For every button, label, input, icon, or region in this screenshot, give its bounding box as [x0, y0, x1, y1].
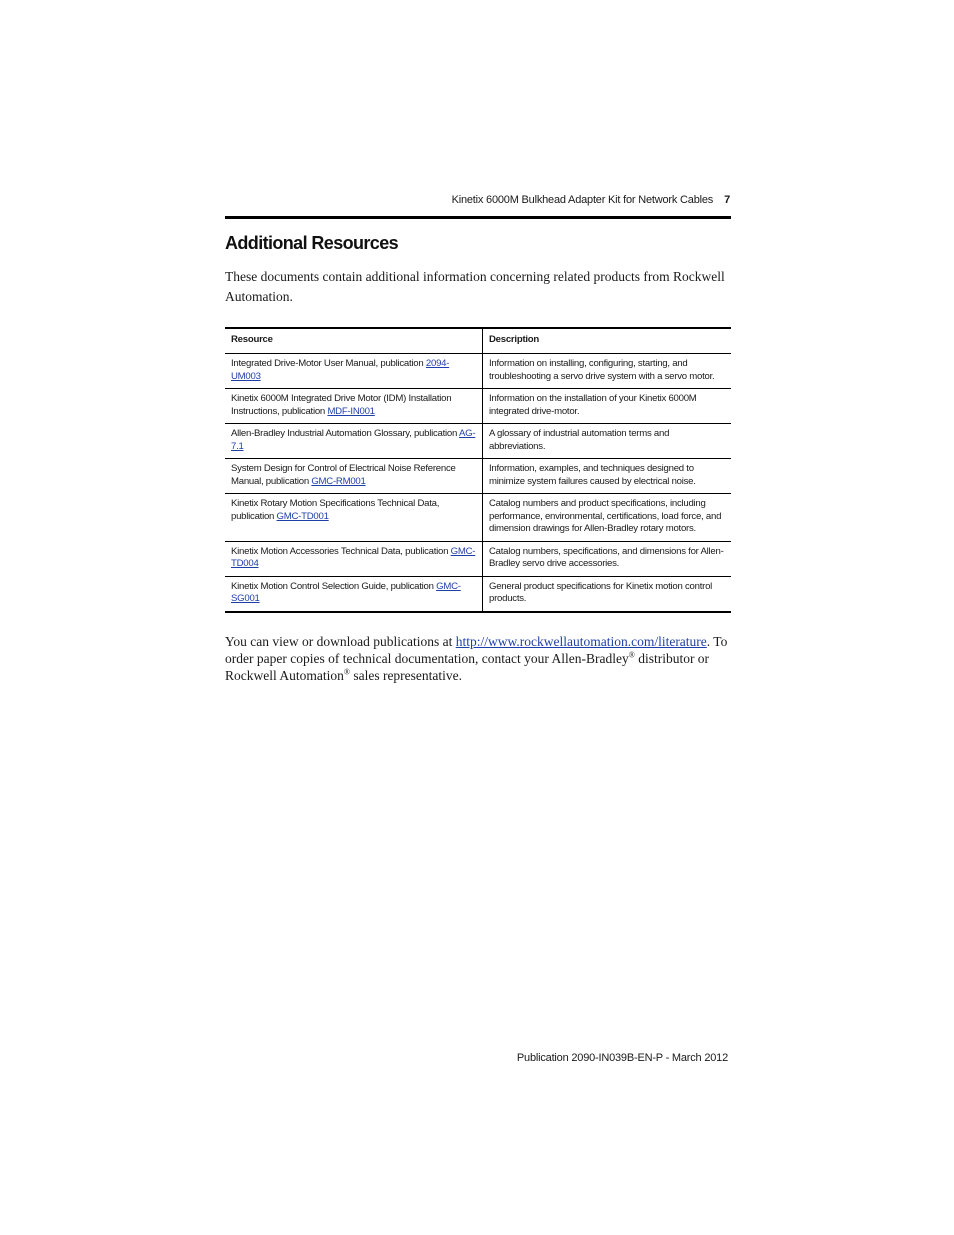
- publication-link[interactable]: GMC-RM001: [311, 475, 366, 487]
- publication-link[interactable]: GMC-TD001: [276, 510, 329, 522]
- description-cell: Information, examples, and techniques designed to minimize system failures caused by electrical noise.: [489, 463, 696, 487]
- closing-paragraph: [225, 633, 735, 684]
- page-number: 7: [724, 194, 730, 206]
- resource-text: Kinetix 6000M Integrated Drive Motor (IDM) Installation Instructions, publication: [231, 393, 452, 417]
- closing-text-1: You can view or download publications at: [225, 634, 456, 649]
- table-row: [225, 494, 731, 542]
- description-cell: Catalog numbers and product specifications, including performance, environmental, certifications, load force, and dimension drawings for Allen-Bradley rotary motors.: [489, 498, 722, 534]
- resource-cell: [225, 459, 483, 494]
- resource-text: Integrated Drive-Motor User Manual, publication: [231, 358, 426, 369]
- resources-table: [225, 327, 731, 613]
- resource-text: Kinetix Rotary Motion Specifications Technical Data, publication: [231, 498, 440, 522]
- header-title: Kinetix 6000M Bulkhead Adapter Kit for Network Cables: [451, 194, 714, 206]
- resource-cell: [225, 424, 483, 459]
- column-header-resource: Resource: [225, 328, 483, 354]
- running-header: [225, 190, 731, 219]
- literature-link[interactable]: http://www.rockwellautomation.com/literature: [455, 634, 707, 649]
- table-header-row: [225, 328, 731, 354]
- table-row: [225, 424, 731, 459]
- table-row: [225, 389, 731, 424]
- table-row: [225, 541, 731, 576]
- description-cell: Catalog numbers, specifications, and dimensions for Allen-Bradley servo drive accessories.: [489, 545, 724, 569]
- intro-paragraph: These documents contain additional information concerning related products from Rockwell Automation.: [225, 269, 725, 304]
- resource-text: Kinetix Motion Accessories Technical Data, publication: [231, 545, 451, 557]
- column-header-description: Description: [489, 334, 540, 345]
- resource-cell: [225, 389, 483, 424]
- publication-footer: Publication 2090-IN039B-EN-P - March 2012: [516, 1052, 728, 1064]
- description-cell: Information on installing, configuring, starting, and troubleshooting a servo drive system with a servo motor.: [489, 358, 715, 382]
- resource-cell: [225, 576, 483, 612]
- resource-cell: [225, 494, 483, 542]
- resource-text: System Design for Control of Electrical Noise Reference Manual, publication: [231, 463, 456, 487]
- table-row: [225, 354, 731, 389]
- publication-link[interactable]: MDF-IN001: [327, 405, 375, 417]
- resource-cell: [225, 541, 483, 576]
- closing-text-4: sales representative.: [349, 668, 463, 683]
- description-cell: Information on the installation of your Kinetix 6000M integrated drive-motor.: [489, 393, 697, 417]
- description-cell: General product specifications for Kinetix motion control products.: [489, 580, 713, 604]
- publication-link[interactable]: 2094-UM003: [231, 358, 450, 382]
- table-row: [225, 459, 731, 494]
- resource-text: Allen-Bradley Industrial Automation Glossary, publication: [231, 428, 459, 439]
- publication-link[interactable]: GMC-SG001: [231, 580, 461, 604]
- closing-text-3: distributor or Rockwell Automation: [225, 651, 710, 683]
- table-row: [225, 576, 731, 612]
- resource-text: Kinetix Motion Control Selection Guide, publication: [231, 580, 437, 592]
- publication-link[interactable]: AG-7.1: [231, 428, 476, 452]
- registered-mark: ®: [343, 667, 350, 677]
- description-cell: A glossary of industrial automation terms and abbreviations.: [489, 428, 670, 452]
- section-heading: Additional Resources: [225, 233, 399, 253]
- closing-text-2: . To order paper copies of technical documentation, contact your Allen-Bradley: [225, 634, 728, 666]
- resource-cell: [225, 354, 483, 389]
- publication-link[interactable]: GMC-TD004: [231, 545, 476, 569]
- registered-mark: ®: [628, 650, 635, 660]
